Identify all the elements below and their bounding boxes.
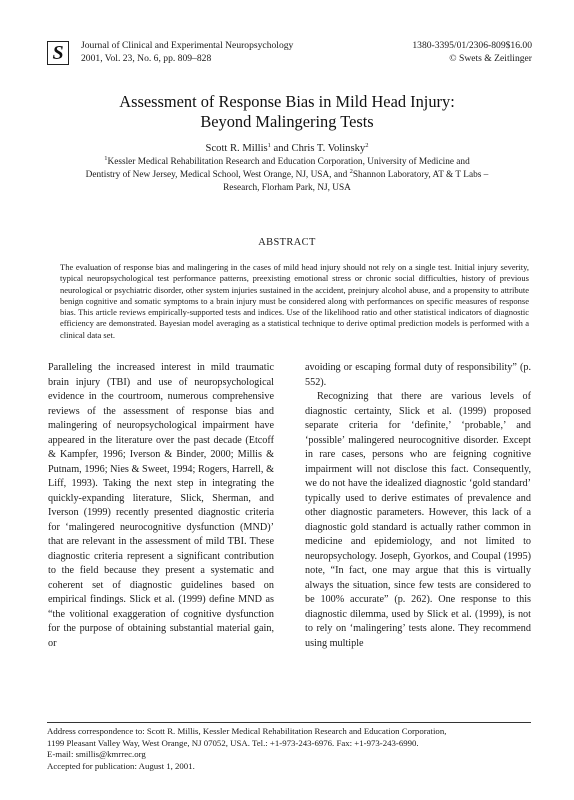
affil-mark-2: 2: [349, 167, 353, 175]
author-1: Scott R. Millis: [205, 143, 268, 154]
journal-issn-block: [412, 40, 532, 65]
affiliation-line-3: Research, Florham Park, NJ, USA: [223, 182, 351, 193]
journal-volume: 2001, Vol. 23, No. 6, pp. 809–828: [81, 52, 212, 64]
affiliation-line-2a: Dentistry of New Jersey, Medical School, West Orange, NJ, USA, and: [85, 169, 350, 180]
affiliation-line-1: Kessler Medical Rehabilitation Research and Education Corporation, University of Medicine and: [107, 157, 470, 167]
publisher-logo: S: [47, 41, 69, 65]
footnote-line-1: Address correspondence to: Scott R. Millis, Kessler Medical Rehabilitation Research and Education Corporation,: [47, 726, 447, 736]
body-paragraph: Paralleling the increased interest in mild traumatic brain injury (TBI) and use of neuropsychological evidence in the courtroom, numerous comprehensive reviews of the assessment of response bias and malingering of neuropsychological impairment have appeared in the literature over the past decade (Etcoff & Kampfer, 1996; Iverson & Binder, 2000; Millis & Putnam, 1996; Nies & Sweet, 1994; Rogers, Harrell, & Liff, 1993). Taking the next step in integrating the quickly-expanding literature, Slick, Sherman, and Iverson (1999) recently presented diagnostic criteria for ‘malingered neurocognitive dysfunction (MND)’ that are relevant in the assessment of mild TBI. These diagnostic criteria represent a significant contribution to the field because they present a systematic and coherent set of diagnostic guidelines based on empirical findings. Slick et al. (1999) define MND as “the volitional exaggeration of cognitive dysfunction for the purpose of obtaining substantial material gain, or: [48, 362, 274, 649]
body-column-right: [305, 361, 531, 651]
footnote-line-2: 1199 Pleasant Valley Way, West Orange, NJ 07052, USA. Tel.: +1-973-243-6976. Fax: +1-973-243-6990.: [47, 737, 419, 748]
body-paragraph-continued: avoiding or escaping formal duty of responsibility” (p. 552).: [305, 362, 531, 388]
author-1-affil-mark: 1: [267, 142, 271, 149]
footnote-divider: [47, 722, 531, 723]
abstract-heading: ABSTRACT: [258, 237, 316, 248]
journal-header: [47, 40, 532, 70]
correspondence-footnote: [47, 726, 533, 772]
footnote-accepted: Accepted for publication: August 1, 2001.: [47, 760, 195, 771]
issn: 1380-3395/01/2306-809$16.00: [412, 40, 532, 51]
abstract-text: The evaluation of response bias and malingering in the cases of mild head injury should not rely on a single test. Initial injury severity, typical neuropsychological test performance patterns, preexisting emotional stress or chronic social difficulties, history of previous neurological or psychiatric disorder, other system injuries sustained in the accident, preinjury alcohol abuse, and a propensity to attribute benign cognitive and somatic symptoms to a brain injury must be considered along with performances on specific measures of response bias. This article reviews empirically-supported tests and indices. Use of the likelihood ratio and other statistical indicators of diagnostic efficiency are demonstrated. Bayesian model averaging as a statistical technique to derive optimal prediction models is performed with a clinical data set.: [60, 262, 529, 340]
article-title: [40, 92, 534, 132]
footnote-email: E-mail: smillis@kmrrec.org: [47, 749, 146, 760]
title-line-1: Assessment of Response Bias in Mild Head Injury:: [119, 92, 455, 111]
affiliations: [52, 156, 522, 194]
author-2-affil-mark: 2: [365, 142, 369, 149]
title-line-2: Beyond Malingering Tests: [200, 112, 374, 131]
body-paragraph: Recognizing that there are various levels of diagnostic certainty, Slick et al. (1999) proposed separate criteria for ‘definite,’ ‘probable,’ and ‘possible’ malingered neurocognitive disorder. Except in rare cases, persons who are feigning cognitive impairment will not disclose this fact. Consequently, we do not have the idealized diagnostic ‘gold standard’ typically used to derive estimates of prevalence and other diagnostic parameters. However, this lack of a diagnostic gold standard is actually rather common in medicine and epidemiology, and not limited to neuropsychology. Joseph, Gyorkos, and Coupal (1995) note, “In fact, one may argue that this is virtually always the situation, since few tests are considered to be 100% accurate” (p. 262). One response to this diagnostic dilemma, used by Slick et al. (1999), is not to rely on ‘malingering’ tests alone. They recommend using multiple: [305, 391, 531, 649]
journal-name: Journal of Clinical and Experimental Neuropsychology: [81, 40, 294, 51]
publisher: © Swets & Zeitlinger: [449, 52, 532, 64]
author-2: Chris T. Volinsky: [291, 143, 366, 154]
body-column-left: [48, 361, 274, 651]
affil-mark-1: 1: [104, 155, 108, 162]
author-connector: and: [270, 143, 292, 154]
journal-citation: [81, 40, 293, 65]
authors: [40, 142, 534, 156]
affiliation-line-2b: Shannon Laboratory, AT & T Labs –: [352, 169, 489, 180]
